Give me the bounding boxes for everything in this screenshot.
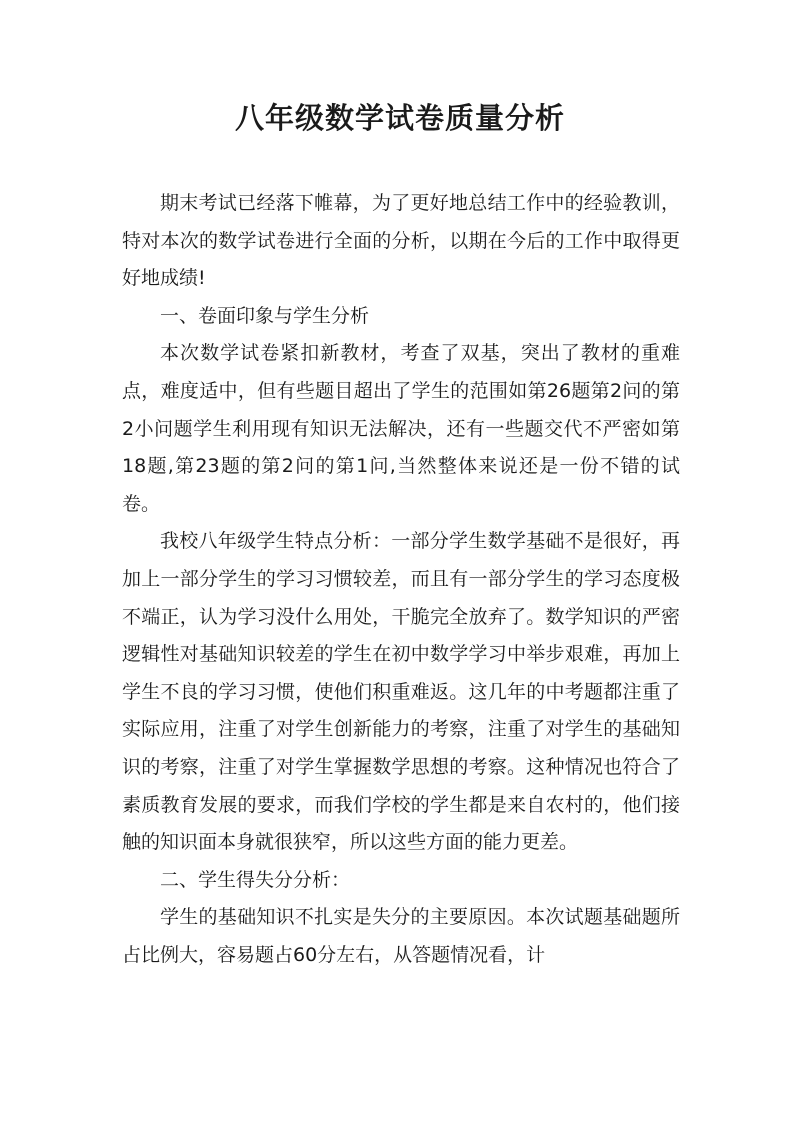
paragraph-score-analysis: 学生的基础知识不扎实是失分的主要原因。本次试题基础题所占比例大，容易题占60分左右，从答题情况看，计 (122, 906, 680, 966)
paragraph-exam-impression: 本次数学试卷紧扣新教材，考查了双基，突出了教材的重难点，难度适中，但有些题目超出了学生的范围如第26题第2问的第2小问题学生利用现有知识无法解决，还有一些题交代不严密如第18题,第23题的第2问的第1问,当然整体来说还是一份不错的试卷。 (122, 342, 680, 515)
section-heading-1: 一、卷面印象与学生分析 (160, 304, 370, 327)
document-title: 八年级数学试卷质量分析 (234, 101, 565, 135)
paragraph-student-analysis: 我校八年级学生特点分析：一部分学生数学基础不是很好，再加上一部分学生的学习习惯较差，而且有一部分学生的学习态度极不端正，认为学习没什么用处，干脆完全放弃了。数学知识的严密逻辑性对基础知识较差的学生在初中数学学习中举步艰难，再加上学生不良的学习习惯，使他们积重难返。这几年的中考题都注重了实际应用，注重了对学生创新能力的考察，注重了对学生的基础知识的考察，注重了对学生掌握数学思想的考察。这种情况也符合了素质教育发展的要求，而我们学校的学生都是来自农村的，他们接触的知识面本身就很狭窄，所以这些方面的能力更差。 (122, 530, 680, 854)
paragraph-intro: 期末考试已经落下帷幕，为了更好地总结工作中的经验教训，特对本次的数学试卷进行全面的分析，以期在今后的工作中取得更好地成绩! (122, 192, 680, 290)
document-body (122, 185, 680, 974)
section-heading-2: 二、学生得失分分析： (160, 868, 351, 891)
